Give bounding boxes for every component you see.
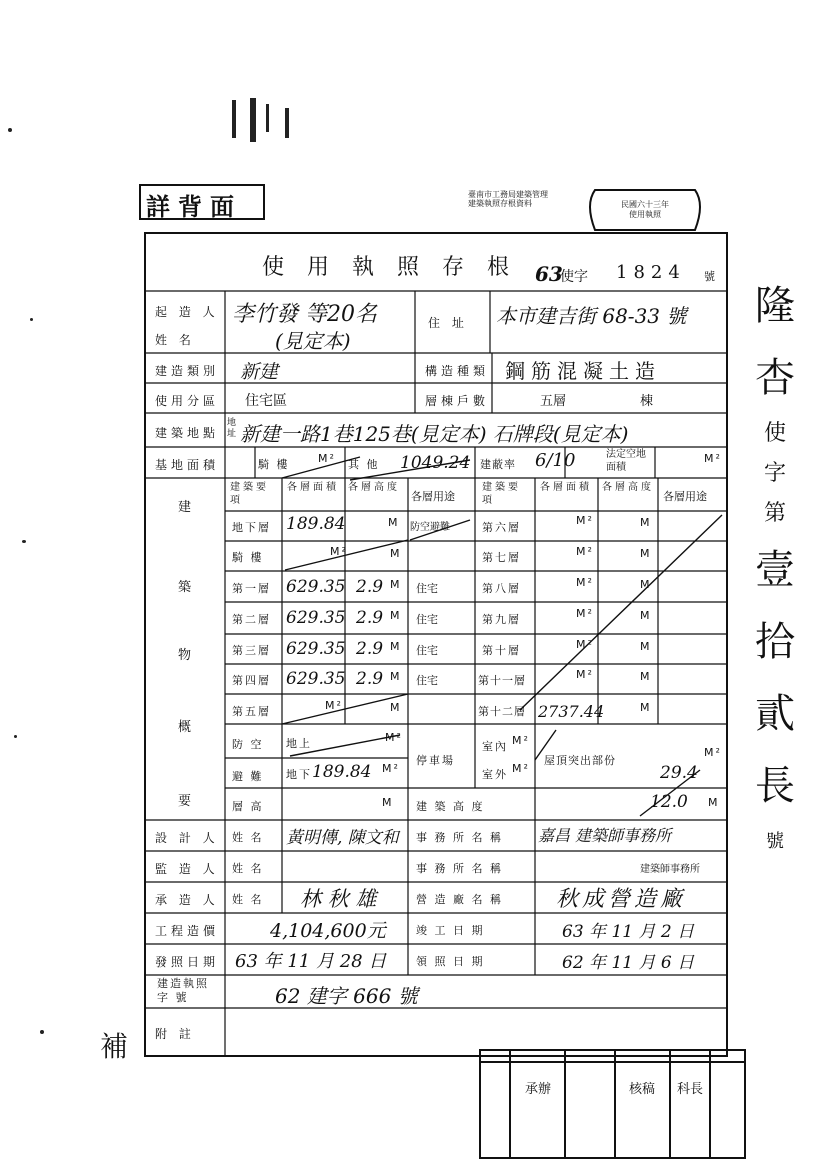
- building-height-unit: M: [708, 796, 720, 809]
- receive-value: 62 年 11 月 6 日: [562, 953, 695, 973]
- floor-area: 629.35: [286, 639, 346, 659]
- cost-value: 4,104,600元: [270, 920, 386, 942]
- designer-office-value: 嘉昌 建築師事務所: [538, 826, 672, 845]
- stamp-right: 民國六十三年 使用執照: [621, 200, 669, 219]
- total-area: 2737.44: [538, 702, 605, 721]
- above-ground-label: 地上: [286, 737, 312, 750]
- firm-value: 秋成營造廠: [556, 887, 687, 912]
- contractor-value: 林 秋 雄: [300, 887, 377, 911]
- floor-height-unit: M: [390, 670, 402, 683]
- floor-area: 189.84: [286, 514, 346, 534]
- side-label-5: 要: [178, 794, 192, 809]
- floor-area-unit: M: [388, 516, 400, 529]
- right-area-unit: M²: [576, 607, 594, 620]
- indoor-unit: M²: [512, 734, 530, 747]
- receive-label: 領 照 日 期: [416, 955, 485, 968]
- completion-value: 63 年 11 月 2 日: [562, 922, 695, 942]
- below-ground-label: 地下: [286, 768, 312, 781]
- floor-name: 第二層: [232, 613, 271, 626]
- designer-label: 設 計 人: [155, 831, 219, 845]
- floor-height: 2.9: [356, 639, 384, 659]
- form-title: 使 用 執 照 存 根: [262, 255, 517, 280]
- floor-height: 2.9: [356, 669, 384, 689]
- right-area-unit: M²: [576, 668, 594, 681]
- floor-name: 第一層: [232, 582, 271, 595]
- margin-right-notes: 隆 杏 使 字 第 壹 拾 貳 長 號: [755, 283, 795, 852]
- roof-label: 屋頂突出部份: [544, 754, 616, 767]
- supervisor-office-label: 事 務 所 名 稱: [416, 862, 503, 875]
- scan-speck: [14, 735, 17, 738]
- side-label-3: 物: [178, 648, 192, 663]
- owner-label-1: 起 造 人: [155, 305, 219, 319]
- area-label: 基地面積: [155, 458, 220, 472]
- firm-label: 營 造 廠 名 稱: [416, 893, 503, 906]
- scan-speck: [30, 318, 33, 321]
- right-area-unit: M²: [576, 638, 594, 651]
- outdoor-label: 室外: [482, 768, 508, 781]
- scan-speck: [22, 540, 26, 543]
- right-height-unit: M: [640, 701, 652, 714]
- permit-label: 建造執照 字 號: [157, 977, 209, 1004]
- building-height-label: 建 築 高 度: [416, 800, 485, 813]
- floor-height-unit: M: [390, 547, 402, 560]
- col-height: 各層高度: [348, 482, 400, 493]
- col-area: 各層面積: [287, 482, 339, 493]
- floor-height-unit: M: [390, 701, 402, 714]
- contractor-name-label: 姓 名: [232, 893, 264, 906]
- supervisor-label: 監 造 人: [155, 862, 219, 876]
- air-raid-label: 防 空: [232, 738, 264, 751]
- permit-number: 1824: [616, 262, 686, 283]
- stamp-left: 臺南市工務局建築管理 建築執照存根資料: [468, 190, 548, 208]
- above-ground-unit: M²: [385, 731, 403, 744]
- designer-office-label: 事 務 所 名 稱: [416, 831, 503, 844]
- right-height-unit: M: [640, 640, 652, 653]
- contractor-label: 承 造 人: [155, 893, 219, 907]
- supervisor-office-value: 建築師事務所: [640, 864, 700, 875]
- floor-name-right: 第十層: [482, 644, 521, 657]
- page-tab-label: 詳背面: [146, 193, 242, 221]
- floor-name-right: 第七層: [482, 551, 521, 564]
- open-space-unit: M²: [704, 452, 722, 465]
- permit-char: 使字: [560, 269, 588, 285]
- cost-label: 工程造價: [155, 924, 220, 938]
- floor-name: 第五層: [232, 705, 271, 718]
- zoning-label: 使用分區: [155, 394, 220, 408]
- right-height-unit: M: [640, 578, 652, 591]
- col-use: 各層用途: [411, 490, 455, 503]
- stamp-handler: 承辦: [524, 1082, 551, 1097]
- arcade-label: 騎 樓: [258, 458, 290, 471]
- floor-name: 地下層: [232, 521, 271, 534]
- open-space-label: 法定空地面積: [606, 449, 646, 473]
- site-label: 建築地點: [155, 426, 220, 440]
- floor-name-right: 第六層: [482, 521, 521, 534]
- col-area-right: 各層面積: [540, 482, 592, 493]
- floors-value: 五層: [540, 394, 567, 409]
- address-value: 本市建吉街 68-33 號: [496, 304, 687, 328]
- address-label: 住 址: [428, 316, 468, 330]
- floor-height: 2.9: [356, 577, 384, 597]
- owner-value-2: (見定本): [275, 329, 351, 353]
- owner-label-2: 姓 名: [155, 333, 195, 347]
- floor-name-right: 第九層: [482, 613, 521, 626]
- roof-unit: M²: [704, 746, 722, 759]
- other-value: 1049.24: [400, 453, 471, 473]
- floor-use: 住宅: [416, 582, 438, 595]
- floor-name: 第三層: [232, 644, 271, 657]
- issue-value: 63 年 11 月 28 日: [235, 951, 387, 972]
- permit-suffix: 號: [704, 270, 715, 283]
- below-ground-value: 189.84: [312, 762, 372, 782]
- floor-height-label: 層 高: [232, 800, 264, 813]
- other-label: 其 他: [348, 458, 380, 471]
- right-height-unit: M: [640, 547, 652, 560]
- floor-name-right: 第十一層: [478, 674, 526, 687]
- indoor-label: 室內: [482, 740, 508, 753]
- site-sublabel: 地址: [227, 418, 237, 439]
- floor-use: 住宅: [416, 613, 438, 626]
- below-ground-unit: M²: [382, 762, 400, 775]
- floor-use: 住宅: [416, 644, 438, 657]
- site-value: 新建一路1巷125巷(見定本) 石牌段(見定本): [240, 422, 629, 446]
- right-area-unit: M²: [576, 576, 594, 589]
- right-height-unit: M: [640, 670, 652, 683]
- designer-value: 黃明傳, 陳文和: [286, 828, 399, 848]
- building-height-value: 12.0: [650, 792, 688, 812]
- floor-area-unit: M²: [325, 699, 343, 712]
- parking-label: 停車場: [416, 754, 455, 767]
- floors-label: 層棟戶數: [425, 394, 490, 408]
- area-unit: M²: [318, 452, 336, 465]
- stamp-section-chief: 科長: [676, 1082, 703, 1097]
- completion-label: 竣 工 日 期: [416, 924, 485, 937]
- designer-name-label: 姓 名: [232, 831, 264, 844]
- outdoor-unit: M²: [512, 762, 530, 775]
- margin-left-note: 補: [100, 1030, 129, 1063]
- right-height-unit: M: [640, 609, 652, 622]
- floor-height-unit: M: [390, 609, 402, 622]
- floor-use: 防空避難: [410, 522, 450, 533]
- building-type-value: 新建: [240, 361, 279, 383]
- col-item-right: 建築要項: [482, 482, 521, 506]
- right-height-unit: M: [640, 516, 652, 529]
- floor-height-unit: M: [390, 578, 402, 591]
- coverage-label: 建蔽率: [480, 458, 516, 471]
- permit-year: 63: [535, 262, 563, 286]
- scan-speck: [8, 128, 12, 132]
- floors-value-2: 棟: [640, 394, 654, 409]
- floor-name: 第四層: [232, 674, 271, 687]
- issue-label: 發照日期: [155, 955, 220, 969]
- floor-height-unit: M: [390, 640, 402, 653]
- col-item: 建築要項: [230, 482, 269, 506]
- right-area-unit: M²: [576, 514, 594, 527]
- side-label-4: 概: [178, 720, 192, 735]
- floor-area: 629.35: [286, 669, 346, 689]
- floor-use: 住宅: [416, 674, 438, 687]
- zoning-value: 住宅區: [245, 393, 287, 409]
- right-area-unit: M²: [576, 545, 594, 558]
- side-label-1: 建: [178, 500, 192, 515]
- building-type-label: 建造類別: [155, 364, 220, 378]
- coverage-value: 6/10: [535, 450, 576, 471]
- floor-area-unit: M²: [330, 545, 348, 558]
- notes-label: 附 註: [155, 1027, 195, 1041]
- col-height-right: 各層高度: [602, 482, 654, 493]
- side-label-2: 築: [178, 580, 192, 595]
- floor-height-row-unit: M: [382, 796, 394, 809]
- col-use-right: 各層用途: [663, 490, 707, 503]
- floor-name-right: 第八層: [482, 582, 521, 595]
- floor-area: 629.35: [286, 608, 346, 628]
- evac-label: 避 難: [232, 770, 264, 783]
- floor-name: 騎 樓: [232, 551, 264, 564]
- permit-value: 62 建字 666 號: [275, 984, 418, 1008]
- floor-area: 629.35: [286, 577, 346, 597]
- stamp-review: 核稿: [628, 1082, 655, 1097]
- floor-height: 2.9: [356, 608, 384, 628]
- structure-value: 鋼筋混凝土造: [505, 359, 661, 383]
- scan-speck: [40, 1030, 44, 1034]
- floor-name-right: 第十二層: [478, 705, 526, 718]
- owner-value: 李竹發 等20名: [232, 302, 377, 327]
- structure-label: 構造種類: [425, 364, 490, 378]
- supervisor-name-label: 姓 名: [232, 862, 264, 875]
- roof-value: 29.4: [660, 763, 698, 783]
